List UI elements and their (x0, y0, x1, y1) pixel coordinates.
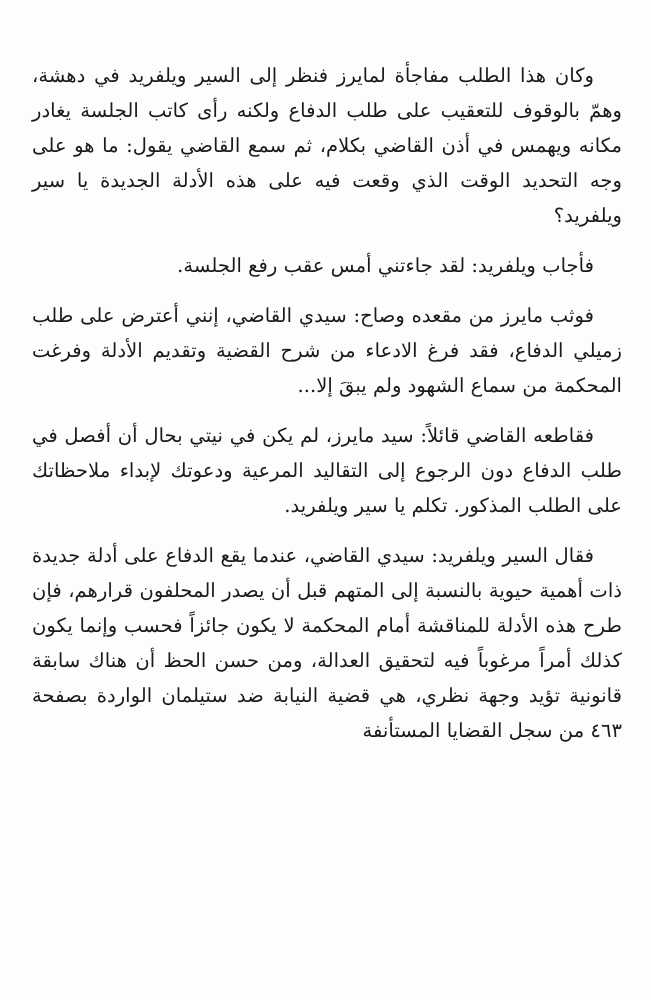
paragraph-4: فقاطعه القاضي قائلاً: سيد مايرز، لم يكن في نيتي بحال أن أفصل في طلب الدفاع دون الرجوع إلى التقاليد المرعية ودعوتك لإبداء ملاحظاتك على الطلب المذكور. تكلم يا سير ويلفريد. (32, 424, 622, 517)
paragraph-1: وكان هذا الطلب مفاجأة لمايرز فنظر إلى السير ويلفريد في دهشة، وهمّ بالوقوف للتعقيب على طلب الدفاع ولكنه رأى كاتب الجلسة يغادر مكانه ويهمس في أذن القاضي بكلام، ثم سمع القاضي يقول: ما هو على وجه التحديد الوقت الذي وقعت فيه على هذه الأدلة الجديدة يا سير ويلفريد؟ (32, 64, 622, 227)
paragraph-2: فأجاب ويلفريد: لقد جاءتني أمس عقب رفع الجلسة. (177, 254, 594, 277)
body-text (32, 58, 622, 748)
paragraph-5: فقال السير ويلفريد: سيدي القاضي، عندما يقع الدفاع على أدلة جديدة ذات أهمية حيوية بالنسبة إلى المتهم قبل أن يصدر المحلفون قرارهم، فإن طرح هذه الأدلة للمناقشة أمام المحكمة لا يكون جائزاً فحسب وإنما يكون كذلك أمراً مرغوباً فيه لتحقيق العدالة، ومن حسن الحظ أن هناك سابقة قانونية تؤيد وجهة نظري، هي قضية النيابة ضد ستيلمان الواردة بصفحة ٤٦٣ من سجل القضايا المستأنفة (32, 544, 622, 742)
paragraph-3: فوثب مايرز من مقعده وصاح: سيدي القاضي، إنني أعترض على طلب زميلي الدفاع، فقد فرغ الادعاء من شرح القضية وتقديم الأدلة وفرغت المحكمة من سماع الشهود ولم يبقَ إلا... (32, 304, 622, 397)
